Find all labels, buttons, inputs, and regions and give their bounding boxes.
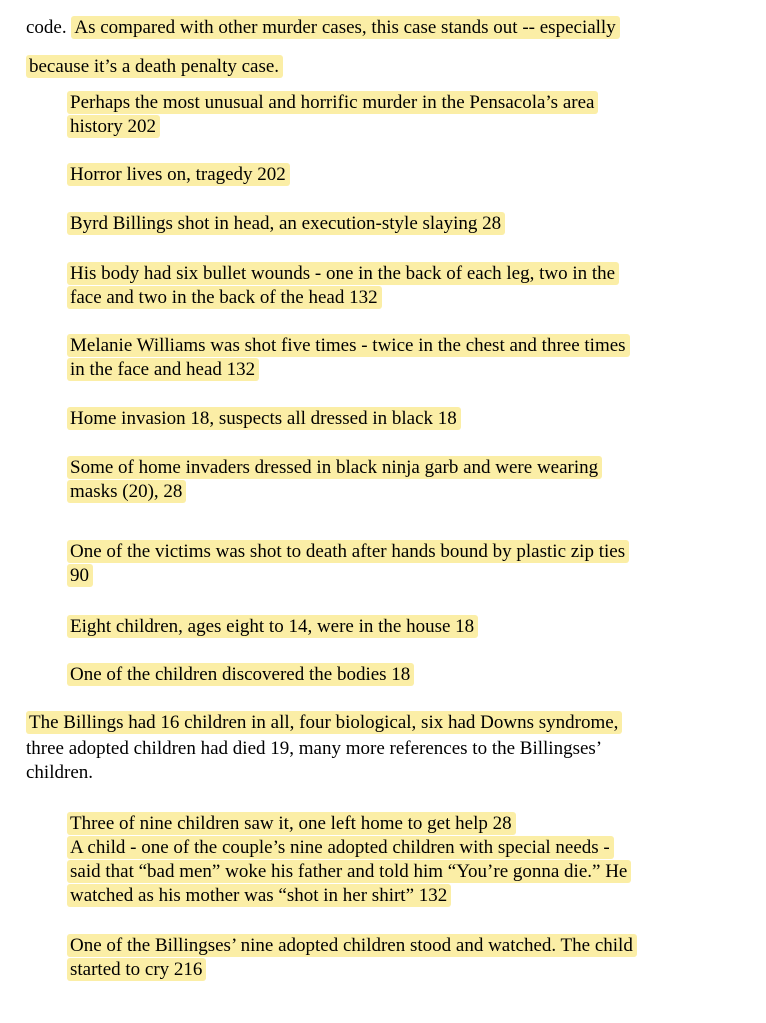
intro-highlight-1: As compared with other murder cases, this case stands out -- especially — [71, 16, 619, 39]
highlighted-text: The Billings had 16 children in all, four biological, six had Downs syndrome, — [26, 711, 622, 734]
list-item-line — [67, 163, 290, 186]
list-item-line — [67, 836, 614, 859]
highlighted-text: history 202 — [67, 115, 160, 138]
list-item-line — [67, 115, 160, 138]
highlighted-text: 90 — [67, 564, 93, 587]
highlighted-text: started to cry 216 — [67, 958, 206, 981]
paragraph-text: children. — [26, 762, 94, 783]
intro-line-2 — [26, 55, 283, 78]
highlighted-text: A child - one of the couple’s nine adopted children with special needs - — [67, 836, 614, 859]
highlighted-text: Perhaps the most unusual and horrific murder in the Pensacola’s area — [67, 91, 598, 114]
highlighted-text: Horror lives on, tragedy 202 — [67, 163, 290, 186]
list-item-line — [67, 540, 629, 563]
highlighted-text: Three of nine children saw it, one left home to get help 28 — [67, 812, 516, 835]
intro-prefix: code. — [26, 17, 67, 38]
highlighted-text: Melanie Williams was shot five times - twice in the chest and three times — [67, 334, 630, 357]
highlighted-text: watched as his mother was “shot in her shirt” 132 — [67, 884, 451, 907]
list-item-line — [67, 934, 637, 957]
list-item-line — [67, 884, 451, 907]
highlighted-text: One of the children discovered the bodies 18 — [67, 663, 414, 686]
highlighted-text: Home invasion 18, suspects all dressed in black 18 — [67, 407, 461, 430]
highlighted-text: Byrd Billings shot in head, an execution-style slaying 28 — [67, 212, 505, 235]
highlighted-text: face and two in the back of the head 132 — [67, 286, 382, 309]
list-item-line — [67, 262, 619, 285]
highlighted-text: One of the Billingses’ nine adopted children stood and watched. The child — [67, 934, 637, 957]
highlighted-text: said that “bad men” woke his father and told him “You’re gonna die.” He — [67, 860, 631, 883]
list-item-line — [67, 663, 414, 686]
list-item-line — [67, 456, 602, 479]
paragraph-text: three adopted children had died 19, many more references to the Billingses’ — [26, 738, 603, 759]
list-item-line — [67, 812, 516, 835]
highlighted-text: His body had six bullet wounds - one in the back of each leg, two in the — [67, 262, 619, 285]
list-item-line — [67, 615, 478, 638]
list-item-line — [67, 564, 93, 587]
highlighted-text: in the face and head 132 — [67, 358, 259, 381]
paragraph-line-3 — [26, 761, 93, 784]
list-item-line — [67, 958, 206, 981]
highlighted-text: One of the victims was shot to death after hands bound by plastic zip ties — [67, 540, 629, 563]
intro-line-1 — [26, 16, 620, 39]
highlighted-text: Eight children, ages eight to 14, were in the house 18 — [67, 615, 478, 638]
list-item-line — [67, 860, 631, 883]
highlighted-text: Some of home invaders dressed in black ninja garb and were wearing — [67, 456, 602, 479]
intro-highlight-2: because it’s a death penalty case. — [26, 55, 283, 78]
list-item-line — [67, 334, 630, 357]
list-item-line — [67, 212, 505, 235]
list-item-line — [67, 286, 382, 309]
list-item-line — [67, 480, 186, 503]
list-item-line — [67, 358, 259, 381]
paragraph-line-2 — [26, 737, 602, 760]
list-item-line — [67, 91, 598, 114]
paragraph-line-1 — [26, 711, 622, 734]
list-item-line — [67, 407, 461, 430]
highlighted-text: masks (20), 28 — [67, 480, 186, 503]
